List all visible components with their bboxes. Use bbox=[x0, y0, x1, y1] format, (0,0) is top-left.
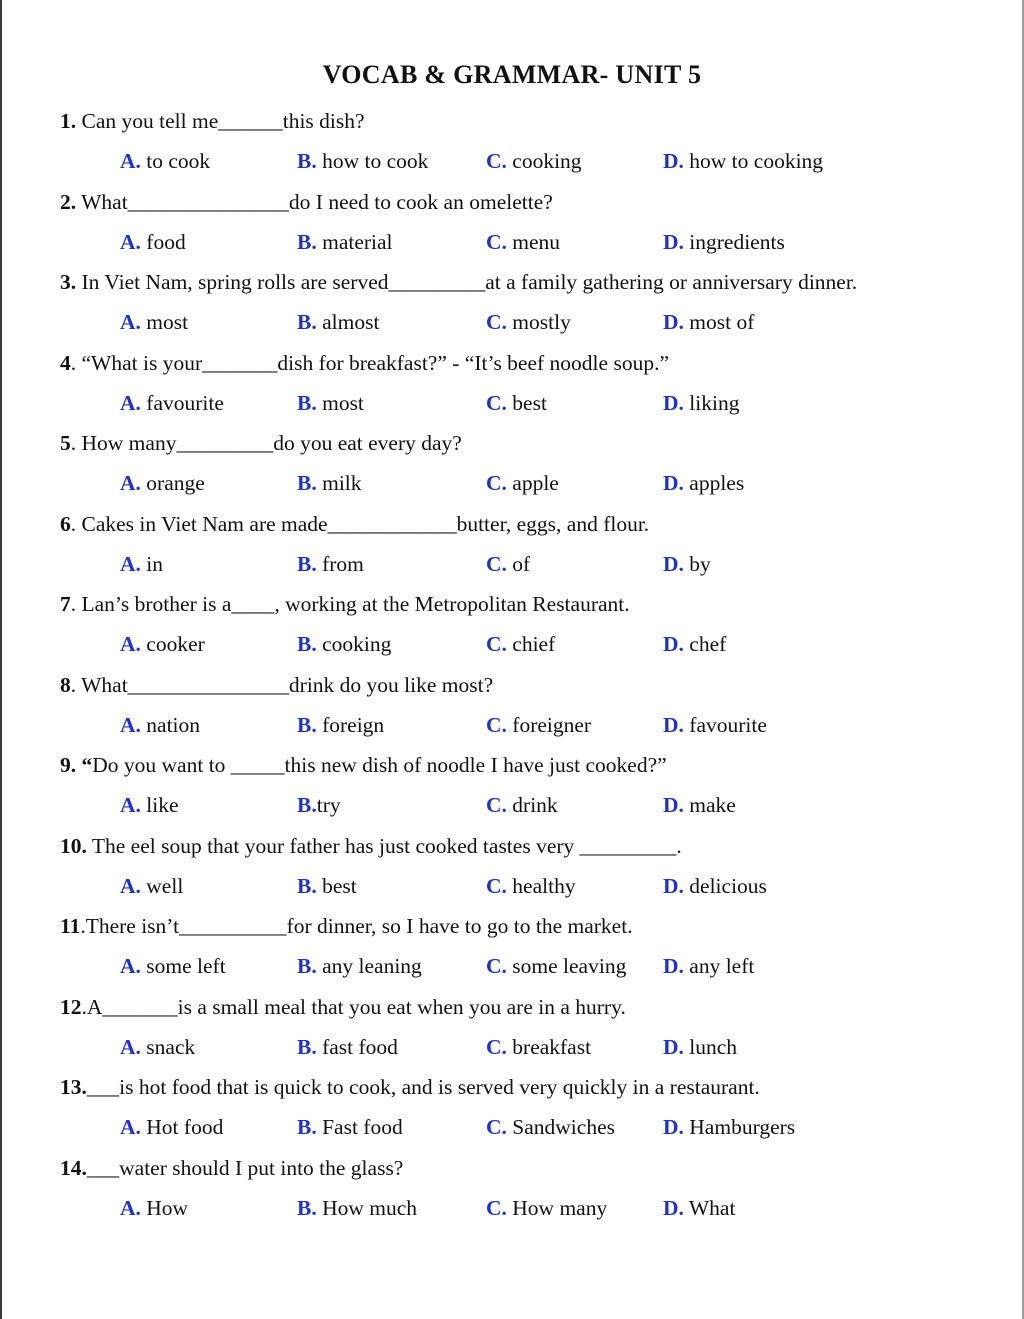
question-number: 14. bbox=[60, 1155, 87, 1180]
answer-option-b bbox=[297, 1110, 403, 1144]
question-stem bbox=[60, 748, 990, 788]
answer-option-d bbox=[663, 225, 785, 259]
option-text: menu bbox=[506, 229, 561, 254]
answer-options bbox=[60, 386, 990, 426]
option-text: try bbox=[316, 793, 341, 817]
question-item bbox=[60, 829, 990, 910]
question-text: .There isn’t__________for dinner, so I have to go to the market. bbox=[80, 914, 633, 938]
option-letter: D. bbox=[663, 149, 684, 173]
option-letter: B. bbox=[297, 310, 317, 334]
question-number: 12 bbox=[60, 994, 82, 1019]
page-edge-left bbox=[0, 0, 2, 1319]
option-letter: B. bbox=[297, 954, 317, 978]
option-letter: B. bbox=[297, 149, 317, 173]
option-letter: D. bbox=[663, 310, 684, 334]
answer-option-d bbox=[663, 1110, 795, 1144]
option-text: favourite bbox=[683, 712, 767, 737]
question-item bbox=[60, 587, 990, 668]
answer-option-c bbox=[486, 547, 530, 581]
option-letter: A. bbox=[120, 712, 141, 737]
question-text: The eel soup that your father has just cooked tastes very _________. bbox=[86, 833, 682, 858]
option-letter: A. bbox=[120, 551, 141, 576]
question-item bbox=[60, 748, 990, 829]
answer-option-a bbox=[120, 627, 205, 661]
option-text: liking bbox=[683, 390, 740, 415]
option-letter: B. bbox=[297, 632, 317, 656]
answer-option-c bbox=[486, 1110, 615, 1144]
option-text: most of bbox=[683, 310, 755, 334]
answer-option-d bbox=[663, 386, 739, 420]
option-letter: D. bbox=[663, 712, 684, 737]
question-text: Do you want to _____this new dish of noodle I have just cooked?” bbox=[92, 753, 667, 777]
question-stem bbox=[60, 1070, 990, 1110]
option-text: material bbox=[316, 229, 393, 254]
answer-option-c bbox=[486, 869, 576, 903]
answer-option-b bbox=[297, 547, 364, 581]
option-letter: C. bbox=[486, 310, 507, 334]
question-stem bbox=[60, 587, 990, 627]
option-letter: C. bbox=[486, 551, 507, 576]
option-text: nation bbox=[140, 712, 201, 737]
option-text: most bbox=[140, 310, 189, 334]
question-stem bbox=[60, 426, 990, 466]
question-text: ___water should I put into the glass? bbox=[86, 1155, 404, 1180]
option-text: make bbox=[683, 793, 736, 817]
option-text: healthy bbox=[506, 873, 576, 898]
question-text: In Viet Nam, spring rolls are served_________at a family gathering or anniversary dinner. bbox=[76, 270, 858, 294]
option-letter: A. bbox=[120, 873, 141, 898]
option-letter: A. bbox=[120, 793, 141, 817]
option-text: some left bbox=[140, 954, 226, 978]
option-letter: D. bbox=[663, 873, 684, 898]
option-text: food bbox=[140, 229, 186, 254]
question-item bbox=[60, 1151, 990, 1232]
option-letter: A. bbox=[120, 632, 141, 656]
option-letter: C. bbox=[486, 1115, 507, 1139]
option-text: favourite bbox=[140, 390, 224, 415]
answer-options bbox=[60, 627, 990, 667]
option-letter: A. bbox=[120, 229, 141, 254]
option-letter: C. bbox=[486, 1034, 507, 1059]
answer-option-d bbox=[663, 949, 754, 983]
option-text: How much bbox=[316, 1195, 418, 1220]
option-text: delicious bbox=[683, 873, 767, 898]
option-letter: B. bbox=[297, 551, 317, 576]
question-stem bbox=[60, 829, 990, 869]
answer-option-d bbox=[663, 144, 823, 178]
question-stem bbox=[60, 1151, 990, 1191]
answer-option-c bbox=[486, 144, 582, 178]
option-text: apples bbox=[683, 471, 745, 495]
question-text: . How many_________do you eat every day? bbox=[70, 431, 462, 455]
question-item bbox=[60, 909, 990, 990]
question-item bbox=[60, 265, 990, 346]
option-text: best bbox=[316, 873, 357, 898]
option-letter: B. bbox=[297, 793, 317, 817]
answer-options bbox=[60, 1191, 990, 1231]
question-number: 9. “ bbox=[60, 753, 93, 777]
answer-options bbox=[60, 708, 990, 748]
answer-option-c bbox=[486, 305, 571, 339]
answer-option-a bbox=[120, 225, 186, 259]
answer-option-d bbox=[663, 466, 744, 500]
answer-option-d bbox=[663, 1030, 737, 1064]
answer-options bbox=[60, 547, 990, 587]
option-text: drink bbox=[506, 793, 558, 817]
option-text: Fast food bbox=[316, 1115, 403, 1139]
question-item bbox=[60, 990, 990, 1071]
question-stem bbox=[60, 346, 990, 386]
answer-option-c bbox=[486, 225, 560, 259]
option-letter: B. bbox=[297, 712, 317, 737]
option-text: from bbox=[316, 551, 364, 576]
option-letter: C. bbox=[486, 1195, 507, 1220]
option-text: Sandwiches bbox=[506, 1115, 615, 1139]
answer-option-a bbox=[120, 547, 163, 581]
option-letter: A. bbox=[120, 1115, 141, 1139]
answer-option-d bbox=[663, 547, 711, 581]
option-letter: A. bbox=[120, 1034, 141, 1059]
option-letter: A. bbox=[120, 149, 141, 173]
answer-option-d bbox=[663, 1191, 735, 1225]
answer-options bbox=[60, 1110, 990, 1150]
question-number: 10. bbox=[60, 833, 87, 858]
answer-options bbox=[60, 466, 990, 506]
question-text: .A_______is a small meal that you eat when you are in a hurry. bbox=[81, 994, 626, 1019]
option-letter: D. bbox=[663, 1195, 684, 1220]
answer-option-c bbox=[486, 708, 591, 742]
question-stem bbox=[60, 507, 990, 547]
option-letter: C. bbox=[486, 471, 507, 495]
question-item bbox=[60, 346, 990, 427]
answer-option-a bbox=[120, 144, 210, 178]
option-letter: D. bbox=[663, 1115, 684, 1139]
option-letter: C. bbox=[486, 873, 507, 898]
option-text: in bbox=[140, 551, 164, 576]
answer-option-a bbox=[120, 386, 224, 420]
question-text: . What_______________drink do you like most? bbox=[70, 672, 494, 697]
question-item bbox=[60, 1070, 990, 1151]
answer-option-a bbox=[120, 949, 226, 983]
question-text: ___is hot food that is quick to cook, and is served very quickly in a restaurant. bbox=[86, 1075, 760, 1099]
option-letter: D. bbox=[663, 954, 684, 978]
option-letter: A. bbox=[120, 954, 141, 978]
option-text: of bbox=[506, 551, 531, 576]
option-letter: B. bbox=[297, 1034, 317, 1059]
question-stem bbox=[60, 990, 990, 1030]
answer-option-b bbox=[297, 627, 391, 661]
answer-option-c bbox=[486, 386, 547, 420]
option-text: cooker bbox=[140, 632, 205, 656]
question-item bbox=[60, 668, 990, 749]
option-text: How bbox=[140, 1195, 189, 1220]
option-text: some leaving bbox=[506, 954, 627, 978]
answer-options bbox=[60, 949, 990, 989]
option-text: How many bbox=[506, 1195, 608, 1220]
answer-option-d bbox=[663, 627, 726, 661]
answer-option-b bbox=[297, 1030, 398, 1064]
answer-option-a bbox=[120, 869, 183, 903]
answer-option-c bbox=[486, 627, 555, 661]
question-stem bbox=[60, 104, 990, 144]
page-title: VOCAB & GRAMMAR- UNIT 5 bbox=[322, 60, 702, 89]
option-text: breakfast bbox=[506, 1034, 592, 1059]
answer-option-a bbox=[120, 466, 205, 500]
question-stem bbox=[60, 185, 990, 225]
option-text: cooking bbox=[316, 632, 392, 656]
option-letter: B. bbox=[297, 229, 317, 254]
option-letter: D. bbox=[663, 390, 684, 415]
option-text: milk bbox=[316, 471, 362, 495]
question-number: 5 bbox=[60, 431, 71, 455]
answer-option-b bbox=[297, 949, 422, 983]
answer-option-d bbox=[663, 305, 754, 339]
answer-option-d bbox=[663, 788, 736, 822]
answer-option-c bbox=[486, 1191, 607, 1225]
question-number: 13. bbox=[60, 1075, 87, 1099]
answer-options bbox=[60, 1030, 990, 1070]
option-text: foreigner bbox=[506, 712, 592, 737]
option-letter: C. bbox=[486, 149, 507, 173]
question-list bbox=[60, 104, 990, 1231]
question-number: 11 bbox=[60, 914, 81, 938]
answer-option-b bbox=[297, 386, 364, 420]
answer-option-c bbox=[486, 788, 558, 822]
answer-option-a bbox=[120, 788, 179, 822]
option-text: like bbox=[140, 793, 179, 817]
question-text: . “What is your_______dish for breakfast?” - “It’s beef noodle soup.” bbox=[70, 350, 669, 375]
answer-option-b bbox=[297, 788, 341, 822]
question-stem bbox=[60, 668, 990, 708]
question-text: What_______________do I need to cook an omelette? bbox=[76, 189, 553, 214]
option-text: Hamburgers bbox=[683, 1115, 796, 1139]
answer-option-b bbox=[297, 466, 362, 500]
answer-option-a bbox=[120, 1110, 223, 1144]
answer-option-d bbox=[663, 708, 767, 742]
option-text: Hot food bbox=[140, 1115, 224, 1139]
option-text: chief bbox=[506, 632, 556, 656]
question-item bbox=[60, 426, 990, 507]
option-letter: D. bbox=[663, 1034, 684, 1059]
option-letter: D. bbox=[663, 229, 684, 254]
option-text: any left bbox=[683, 954, 755, 978]
option-text: foreign bbox=[316, 712, 385, 737]
option-text: What bbox=[683, 1195, 736, 1220]
option-text: ingredients bbox=[683, 229, 785, 254]
question-stem bbox=[60, 909, 990, 949]
question-number: 6 bbox=[60, 511, 71, 536]
question-number: 2. bbox=[60, 189, 77, 214]
question-number: 3. bbox=[60, 270, 77, 294]
option-text: to cook bbox=[140, 149, 211, 173]
option-text: chef bbox=[683, 632, 727, 656]
answer-option-d bbox=[663, 869, 767, 903]
option-letter: A. bbox=[120, 471, 141, 495]
option-text: any leaning bbox=[316, 954, 422, 978]
answer-options bbox=[60, 869, 990, 909]
question-item bbox=[60, 104, 990, 185]
option-text: cooking bbox=[506, 149, 582, 173]
answer-options bbox=[60, 144, 990, 184]
answer-option-a bbox=[120, 708, 200, 742]
answer-option-a bbox=[120, 1030, 195, 1064]
answer-option-a bbox=[120, 305, 188, 339]
option-text: fast food bbox=[316, 1034, 398, 1059]
option-text: how to cook bbox=[316, 149, 429, 173]
question-item bbox=[60, 507, 990, 588]
option-letter: D. bbox=[663, 471, 684, 495]
option-letter: C. bbox=[486, 632, 507, 656]
option-letter: A. bbox=[120, 310, 141, 334]
option-text: lunch bbox=[683, 1034, 738, 1059]
question-number: 4 bbox=[60, 350, 71, 375]
option-letter: C. bbox=[486, 712, 507, 737]
question-number: 1. bbox=[60, 109, 77, 133]
option-letter: B. bbox=[297, 1115, 317, 1139]
answer-option-b bbox=[297, 869, 357, 903]
option-letter: B. bbox=[297, 873, 317, 898]
answer-option-c bbox=[486, 1030, 591, 1064]
option-letter: B. bbox=[297, 390, 317, 415]
option-letter: C. bbox=[486, 793, 507, 817]
option-letter: C. bbox=[486, 229, 507, 254]
answer-option-b bbox=[297, 1191, 417, 1225]
answer-options bbox=[60, 305, 990, 345]
question-number: 7 bbox=[60, 592, 71, 616]
option-letter: D. bbox=[663, 551, 684, 576]
answer-option-b bbox=[297, 144, 428, 178]
answer-option-b bbox=[297, 225, 393, 259]
option-letter: C. bbox=[486, 954, 507, 978]
answer-option-c bbox=[486, 466, 559, 500]
option-letter: C. bbox=[486, 390, 507, 415]
answer-options bbox=[60, 225, 990, 265]
option-text: well bbox=[140, 873, 184, 898]
answer-option-a bbox=[120, 1191, 188, 1225]
answer-option-b bbox=[297, 305, 379, 339]
question-item bbox=[60, 185, 990, 266]
answer-option-b bbox=[297, 708, 384, 742]
question-text: . Lan’s brother is a____, working at the Metropolitan Restaurant. bbox=[70, 592, 630, 616]
option-text: mostly bbox=[506, 310, 571, 334]
option-text: how to cooking bbox=[683, 149, 824, 173]
answer-options bbox=[60, 788, 990, 828]
question-text: . Cakes in Viet Nam are made____________butter, eggs, and flour. bbox=[70, 511, 650, 536]
option-text: apple bbox=[506, 471, 559, 495]
option-text: by bbox=[683, 551, 711, 576]
option-letter: B. bbox=[297, 1195, 317, 1220]
question-text: Can you tell me______this dish? bbox=[76, 109, 365, 133]
option-letter: B. bbox=[297, 471, 317, 495]
question-stem bbox=[60, 265, 990, 305]
answer-option-c bbox=[486, 949, 626, 983]
option-text: best bbox=[506, 390, 547, 415]
option-text: most bbox=[316, 390, 364, 415]
question-number: 8 bbox=[60, 672, 71, 697]
option-text: almost bbox=[316, 310, 380, 334]
option-letter: D. bbox=[663, 632, 684, 656]
option-letter: A. bbox=[120, 390, 141, 415]
option-text: orange bbox=[140, 471, 205, 495]
option-text: snack bbox=[140, 1034, 196, 1059]
option-letter: A. bbox=[120, 1195, 141, 1220]
option-letter: D. bbox=[663, 793, 684, 817]
